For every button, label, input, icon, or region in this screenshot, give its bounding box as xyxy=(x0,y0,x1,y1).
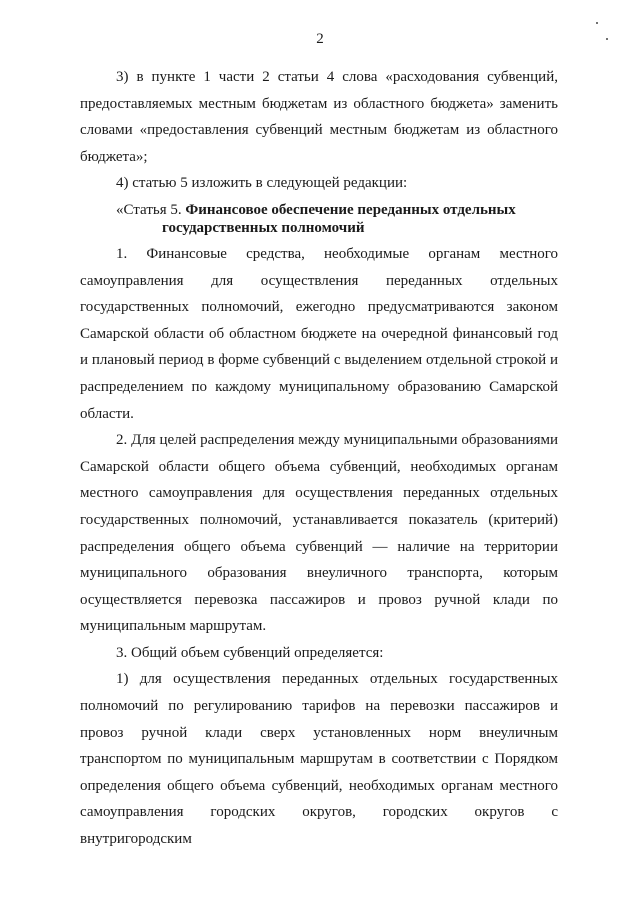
scan-speck xyxy=(596,22,598,24)
paragraph-item-3: 3) в пункте 1 части 2 статьи 4 слова «расходования субвенций, предоставляемых местным бюджетам из областного бюджета» заменить словами «предоставления субвенций местным бюджетам из областного бюджета»; xyxy=(80,69,558,165)
article-subclause-1: 1) для осуществления переданных отдельных государственных полномочий по регулированию тарифов на перевозки пассажиров и провоз ручной клади сверх установленных норм внеуличным транспортом по муниципальным маршрутам в соответствии с Порядком определения общего объема субвенций, необходимых органам местного самоуправления городских округов, городских округов с внутригородским xyxy=(80,671,558,848)
article-heading xyxy=(80,197,558,241)
paragraph-item-4: 4) статью 5 изложить в следующей редакции: xyxy=(116,175,408,192)
article-clause-1: 1. Финансовые средства, необходимые органам местного самоуправления для осуществления переданных отдельных государственных полномочий, ежегодно предусматриваются законом Самарской области об областном бюджете на очередной финансовый год и плановый период в форме субвенций с выделением отдельной строкой и распределением по каждому муниципальному образованию Самарской области. xyxy=(80,245,558,422)
article-prefix: «Статья 5. xyxy=(116,201,186,218)
article-title-line1: Финансовое обеспечение переданных отдельных xyxy=(185,201,516,218)
article-clause-3: 3. Общий объем субвенций определяется: xyxy=(116,644,384,661)
scan-speck xyxy=(606,38,608,40)
article-clause-2: 2. Для целей распределения между муниципальными образованиями Самарской области общего объема субвенций, необходимых органам местного самоуправления для осуществления переданных отдельных государственных полномочий, устанавливается показатель (критерий) распределения общего объема субвенций — наличие на территории муниципального образования внеуличного транспорта, которым осуществляется перевозка пассажиров и провоз ручной клади по муниципальным маршрутам. xyxy=(80,432,558,635)
page-number: 2 xyxy=(316,31,324,47)
document-body xyxy=(80,64,558,853)
article-title-line2: государственных полномочий xyxy=(162,219,365,236)
